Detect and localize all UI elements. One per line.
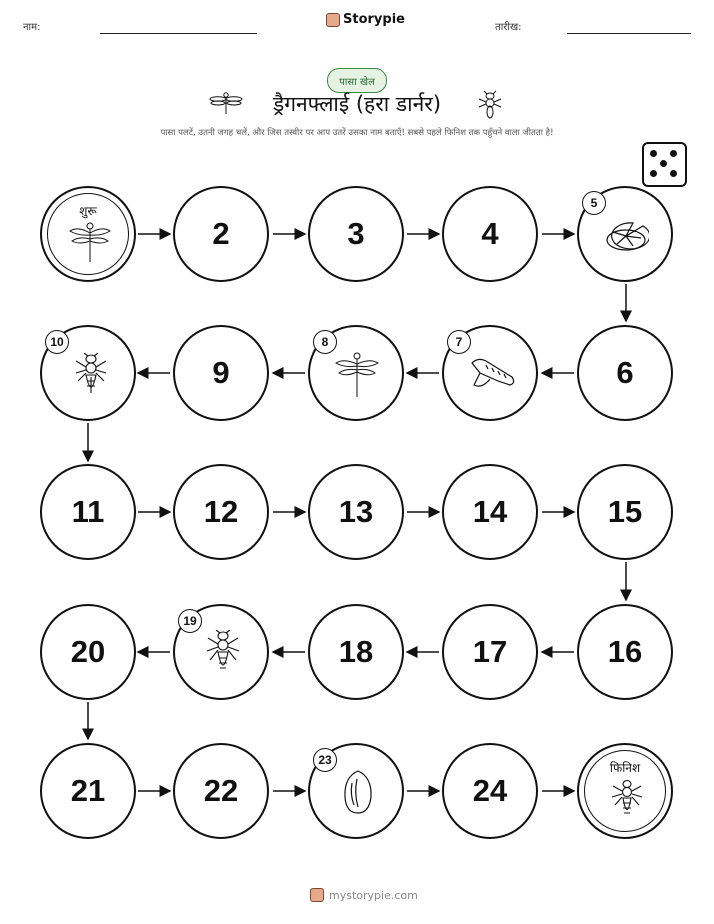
cell-number: 20	[70, 634, 106, 669]
page-title: ड्रैगनफ्लाई (हरा डार्नर)	[272, 92, 442, 116]
storypie-icon	[310, 888, 324, 902]
board-cell	[577, 325, 673, 421]
nymph-jaw-icon	[468, 355, 518, 393]
cell-number: 18	[338, 634, 374, 669]
square-number-badge: 7	[447, 330, 471, 354]
board-cell	[40, 743, 136, 839]
dragonfly-icon	[334, 351, 380, 399]
date-label: तारीख:	[495, 22, 522, 33]
cell-number: 22	[203, 773, 239, 808]
board-cell	[40, 464, 136, 560]
cell-number: 6	[616, 355, 634, 390]
finish-cell	[577, 743, 673, 839]
cell-number: 24	[472, 773, 508, 808]
board-cell	[173, 743, 269, 839]
cell-number: 9	[212, 355, 230, 390]
lily-pad-icon	[603, 218, 649, 254]
board-cell	[442, 743, 538, 839]
name-label: नाम:	[23, 22, 41, 33]
finish-label: फिनिश	[609, 761, 641, 775]
footer-url[interactable]: mystorypie.com	[329, 888, 418, 902]
footer	[310, 888, 418, 902]
cell-number: 21	[70, 773, 106, 808]
game-type-badge: पासा खेल	[327, 68, 387, 93]
square-number-badge: 8	[313, 330, 337, 354]
nymph-icon	[609, 779, 645, 823]
board-cell	[173, 464, 269, 560]
board-cell	[308, 464, 404, 560]
board-cell	[577, 464, 673, 560]
cell-number: 17	[472, 634, 508, 669]
cell-number: 14	[472, 494, 508, 529]
cell-number: 13	[338, 494, 374, 529]
instructions-text: पासा पलटें, उतनी जगह चलें, और जिस तस्वीर पर आप उतरें उसका नाम बताएँ! सबसे पहले फिनिश तक पहुँचने वाला जीतता है!	[160, 128, 554, 138]
board-cell	[442, 186, 538, 282]
board-cell	[40, 604, 136, 700]
start-label: शुरू	[79, 204, 97, 218]
egg-icon	[342, 769, 374, 815]
brand-name: Storypie	[343, 12, 405, 27]
nymph-icon	[203, 630, 243, 680]
square-number-badge: 23	[313, 748, 337, 772]
cell-number: 16	[607, 634, 643, 669]
board-cell	[173, 325, 269, 421]
cell-number: 11	[71, 494, 105, 529]
start-cell	[40, 186, 136, 282]
cell-number: 4	[481, 216, 499, 251]
board-cell	[308, 604, 404, 700]
dragonfly-icon	[68, 220, 112, 264]
square-number-badge: 5	[582, 191, 606, 215]
board-cell	[173, 186, 269, 282]
board-cell	[577, 604, 673, 700]
cell-number: 2	[212, 216, 230, 251]
square-number-badge: 10	[45, 330, 69, 354]
cell-number: 12	[203, 494, 239, 529]
board-cell	[442, 464, 538, 560]
board-cell	[442, 604, 538, 700]
square-number-badge: 19	[178, 609, 202, 633]
board-cell	[308, 186, 404, 282]
cell-number: 3	[347, 216, 365, 251]
nymph-icon	[72, 353, 110, 401]
cell-number: 15	[607, 494, 643, 529]
